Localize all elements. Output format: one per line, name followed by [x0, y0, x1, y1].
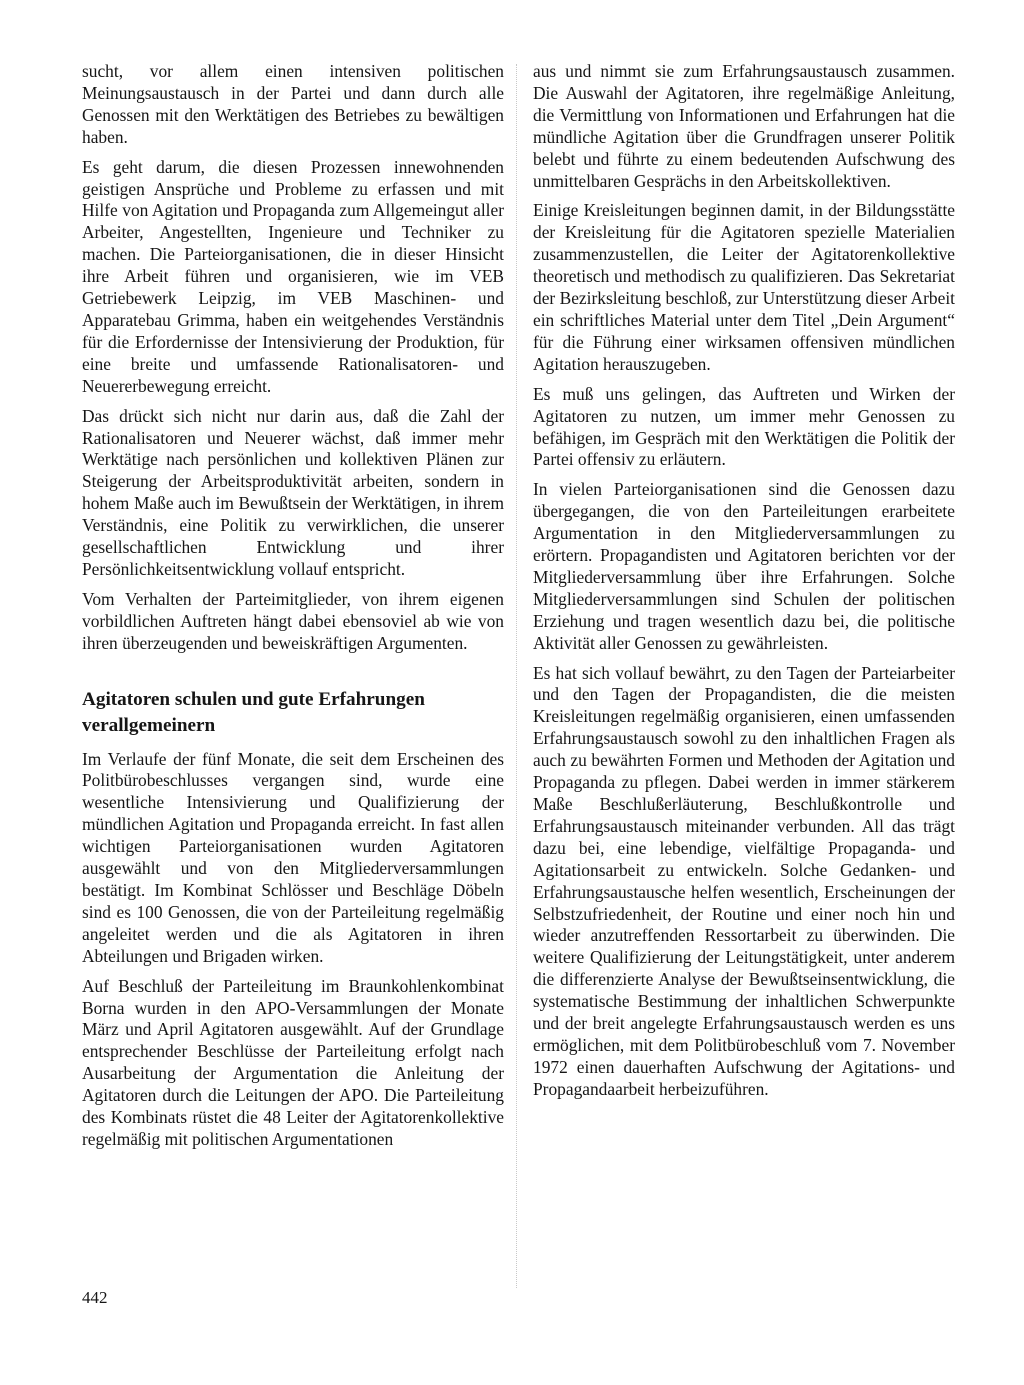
page-number: 442 [82, 1288, 108, 1307]
left-column [82, 61, 504, 1159]
right-column [533, 61, 955, 1109]
paragraph: Das drückt sich nicht nur darin aus, daß die Zahl der Rationalisatoren und Neuerer wächst, daß immer mehr Werktätige nach persönlichen und kollektiven Plänen zur Steigerung der Arbeitsproduktivität arbeiten, sondern in hohem Maße auch im Bewußtsein der Werktätigen, in ihrem Verständnis, eine Politik zu verwirklichen, die unserer gesellschaftlichen Entwicklung und ihrer Persönlichkeitsentwicklung vollauf entspricht. [82, 405, 504, 579]
paragraph: sucht, vor allem einen intensiven politischen Meinungsaustausch in der Partei und dann durch alle Genossen mit den Werktätigen des Betriebes zu bewältigen haben. [82, 61, 504, 147]
paragraph: Es geht darum, die diesen Prozessen innewohnenden geistigen Ansprüche und Probleme zu erfassen und mit Hilfe von Agitation und Propaganda zum Allgemeingut aller Arbeiter, Angestellten, Ingenieure und Techniker zu machen. Die Parteiorganisationen, die in dieser Hinsicht ihre Arbeit führen und organisieren, wie im VEB Getriebewerk Leipzig, im VEB Maschinen- und Apparatebau Grimma, haben ein weitgehendes Verständnis für die Erfordernisse der Intensivierung der Produktion, für eine breite und umfassende Rationalisatoren- und Neuererbewegung erreicht. [82, 156, 504, 396]
paragraph: Vom Verhalten der Parteimitglieder, von ihrem eigenen vorbildlichen Auftreten hängt dabei ebensoviel ab wie von ihren überzeugenden und beweiskräftigen Argumenten. [82, 588, 504, 653]
section-heading: Agitatoren schulen und gute Erfahrungen verallgemeinern [82, 688, 425, 736]
paragraph: Auf Beschluß der Parteileitung im Braunkohlenkombinat Borna wurden in den APO-Versammlungen der Monate März und April Agitatoren ausgewählt. Auf der Grundlage entsprechender Beschlüsse der Parteileitung erfolgt nach Ausarbeitung der Argumentation die Anleitung der Agitatoren durch die Leitungen der APO. Die Parteileitung des Kombinats rüstet die 48 Leiter der Agitatorenkollektive regelmäßig mit politischen Argumentationen [82, 975, 504, 1149]
paragraph: Es hat sich vollauf bewährt, zu den Tagen der Parteiarbeiter und den Tagen der Propagandisten, die die meisten Kreisleitungen regelmäßig organisieren, einen umfassenden Erfahrungsaustausch sowohl zu den inhaltlichen Fragen als auch zu bewährten Formen und Methoden der Agitation und Propaganda zu pflegen. Dabei werden in immer stärkerem Maße Beschlußerläuterung, Beschlußkontrolle und Erfahrungsaustausch miteinander verbunden. All das trägt dazu bei, eine lebendige, vielfältige Propaganda- und Agitationsarbeit zu entwickeln. Solche Gedanken- und Erfahrungsaustausche helfen wesentlich, Erscheinungen der Selbstzufriedenheit, der Routine und einer noch hin und wieder anzutreffenden Ressortarbeit zu überwinden. Die weitere Qualifizierung der Leitungstätigkeit, unter anderem die differenzierte Analyse der Bewußtseinsentwicklung, die systematische Bestimmung der inhaltlichen Schwerpunkte und der breit angelegte Erfahrungsaustausch werden es uns ermöglichen, mit dem Politbürobeschluß vom 7. November 1972 einen dauerhaften Aufschwung der Agitations- und Propagandaarbeit herbeizuführen. [533, 662, 955, 1099]
paragraph: Im Verlaufe der fünf Monate, die seit dem Erscheinen des Politbürobeschlusses vergangen sind, wurde eine wesentliche Intensivierung und Qualifizierung der mündlichen Agitation und Propaganda erreicht. In fast allen wichtigen Parteiorganisationen wurden Agitatoren ausgewählt und von den Mitgliederversammlungen bestätigt. Im Kombinat Schlösser und Beschläge Döbeln sind es 100 Genossen, die von der Parteileitung regelmäßig angeleitet werden und die als Agitatoren in ihren Abteilungen und Brigaden wirken. [82, 748, 504, 966]
paragraph: In vielen Parteiorganisationen sind die Genossen dazu übergegangen, die von den Parteileitungen erarbeitete Argumentation in den Mitgliederversammlungen zu erörtern. Propagandisten und Agitatoren berichten vor der Mitgliederversammlung über ihre Erfahrungen. Solche Mitgliederversammlungen sind Schulen der politischen Erziehung und tragen wesentlich dazu bei, die politische Aktivität aller Genossen zu gewährleisten. [533, 479, 955, 653]
paragraph: Es muß uns gelingen, das Auftreten und Wirken der Agitatoren zu nutzen, um immer mehr Genossen zu befähigen, im Gespräch mit den Werktätigen die Politik der Partei offensiv zu erläutern. [533, 383, 955, 470]
paragraph: aus und nimmt sie zum Erfahrungsaustausch zusammen. Die Auswahl der Agitatoren, ihre regelmäßige Anleitung, die Vermittlung von Informationen und Erfahrungen hat die mündliche Agitation über die Grundfragen unserer Politik belebt und führte zu einem bedeutenden Aufschwung des unmittelbaren Gesprächs in den Arbeitskollektiven. [533, 61, 955, 191]
column-divider [516, 64, 517, 1288]
paragraph: Einige Kreisleitungen beginnen damit, in der Bildungsstätte der Kreisleitung für die Agitatoren spezielle Materialien zusammenzustellen, die Leiter der Agitatorenkollektive theoretisch und methodisch zu qualifizieren. Das Sekretariat der Bezirksleitung beschloß, zur Unterstützung dieser Arbeit ein schriftliches Material unter dem Titel „Dein Argument“ für die Führung einer wirksamen offensiven mündlichen Agitation herauszugeben. [533, 200, 955, 374]
